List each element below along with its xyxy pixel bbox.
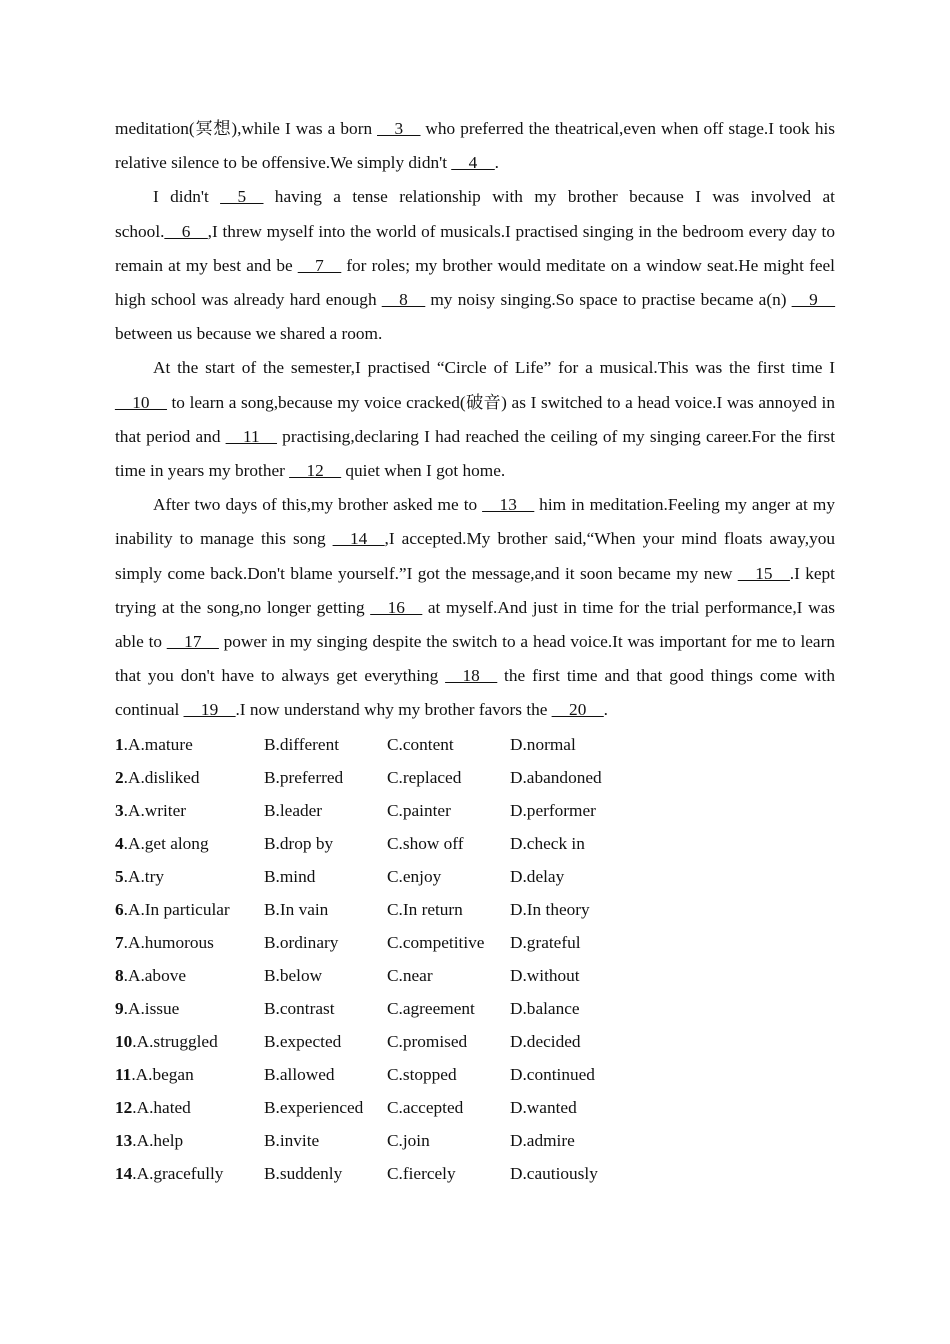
passage-text: the first time and that good things come with continual xyxy=(115,666,835,720)
passage-text: ,I threw myself into the world of musicals.I practised singing in the bedroom every day to remain at my best and be xyxy=(115,221,835,275)
option-c: C.near xyxy=(387,965,433,985)
option-a xyxy=(115,1124,264,1157)
option-text: .A.writer xyxy=(123,800,187,820)
option-text: .A.struggled xyxy=(132,1031,218,1051)
answer-blank: __15__ xyxy=(737,563,790,583)
option-b: B.different xyxy=(264,734,340,754)
option-c: C.painter xyxy=(387,800,451,820)
option-text: .A.began xyxy=(131,1064,194,1084)
answer-blank: __14__ xyxy=(332,529,385,549)
question-number: 1 xyxy=(115,734,124,754)
option-c: C.join xyxy=(387,1130,430,1150)
option-text: .A.hated xyxy=(132,1097,191,1117)
question-number: 8 xyxy=(115,965,124,985)
question-number: 9 xyxy=(115,998,124,1018)
option-text: .A.gracefully xyxy=(132,1163,224,1183)
question-number: 4 xyxy=(115,833,124,853)
answer-blank: __4__ xyxy=(451,153,495,173)
passage-text: power in my singing despite the switch to a head voice.It was important for me to learn that you don't have to always get everything xyxy=(115,632,835,686)
question-row xyxy=(115,728,835,761)
answer-blank: __3__ xyxy=(377,119,421,138)
question-number: 11 xyxy=(115,1064,132,1084)
option-a xyxy=(115,1091,264,1124)
passage-paragraph xyxy=(115,112,835,180)
option-a xyxy=(115,860,264,893)
passage-text: After two days of this,my brother asked me to xyxy=(153,495,483,515)
passage-text: . xyxy=(494,153,499,173)
option-a xyxy=(115,959,264,992)
option-text: .A.disliked xyxy=(123,767,200,787)
option-d: D.wanted xyxy=(510,1097,577,1117)
answer-blank: __7__ xyxy=(297,255,342,275)
option-a xyxy=(115,926,264,959)
option-c: C.replaced xyxy=(387,767,462,787)
question-row xyxy=(115,926,835,959)
option-d: D.continued xyxy=(510,1064,595,1084)
option-b: B.invite xyxy=(264,1130,320,1150)
question-row xyxy=(115,761,835,794)
question-number: 6 xyxy=(115,899,124,919)
option-b: B.contrast xyxy=(264,998,335,1018)
option-text: .A.mature xyxy=(123,734,193,754)
question-row xyxy=(115,827,835,860)
option-d: D.check in xyxy=(510,833,585,853)
option-a xyxy=(115,1157,264,1190)
passage-text: to learn a song,because my voice cracked(破音) as I switched to a head voice.I was annoyed in that period and xyxy=(115,392,835,446)
question-row xyxy=(115,992,835,1025)
answer-blank: __20__ xyxy=(551,700,604,720)
passage-text: for roles; my brother would meditate on a window seat.He might feel high school was already hard enough xyxy=(115,255,835,310)
question-row xyxy=(115,860,835,893)
passage-text: meditation(冥想),while I was a born xyxy=(115,119,378,138)
option-c: C.In return xyxy=(387,899,463,919)
passage-text: having a tense relationship with my brother because I was involved at school. xyxy=(115,187,835,241)
option-d: D.delay xyxy=(510,866,565,886)
answer-blank: __8__ xyxy=(381,290,426,310)
option-a xyxy=(115,1025,264,1058)
option-a xyxy=(115,1058,264,1091)
passage-text: at myself.And just in time for the trial performance,I was able to xyxy=(115,597,835,652)
option-text: .A.help xyxy=(132,1130,184,1150)
option-a xyxy=(115,728,264,761)
option-a xyxy=(115,827,264,860)
option-d: D.In theory xyxy=(510,899,590,919)
answer-blank: __13__ xyxy=(482,495,535,515)
question-number: 10 xyxy=(115,1031,133,1051)
option-c: C.fiercely xyxy=(387,1163,456,1183)
answer-blank: __17__ xyxy=(166,632,219,652)
question-row xyxy=(115,1124,835,1157)
passage-text: ,I accepted.My brother said,“When your mind floats away,you simply come back.Don't blame yourself.”I got the message,and it soon became my new xyxy=(115,529,835,583)
passage-text: practising,declaring I had reached the ceiling of my singing career.For the first time in years my brother xyxy=(115,426,835,481)
answer-blank: __10__ xyxy=(115,392,167,412)
option-d: D.abandoned xyxy=(510,767,602,787)
option-text: .A.humorous xyxy=(123,932,214,952)
passage-text: between us because we shared a room. xyxy=(115,324,383,344)
answer-blank: __6__ xyxy=(164,221,208,241)
question-number: 14 xyxy=(115,1163,133,1183)
option-c: C.promised xyxy=(387,1031,468,1051)
option-text: .A.try xyxy=(123,866,164,886)
question-row xyxy=(115,1025,835,1058)
option-a xyxy=(115,761,264,794)
question-number: 7 xyxy=(115,932,124,952)
question-number: 5 xyxy=(115,866,124,886)
option-c: C.accepted xyxy=(387,1097,464,1117)
passage-text: quiet when I got home. xyxy=(341,461,506,481)
passage-text: .I kept trying at the song,no longer getting xyxy=(115,563,835,617)
option-d: D.admire xyxy=(510,1130,575,1150)
question-row xyxy=(115,1157,835,1190)
answer-blank: __18__ xyxy=(445,666,498,686)
answer-blank: __5__ xyxy=(220,187,264,207)
passage-paragraph xyxy=(115,351,835,488)
passage-paragraph xyxy=(115,180,835,351)
option-c: C.stopped xyxy=(387,1064,457,1084)
option-d: D.grateful xyxy=(510,932,581,952)
answer-options xyxy=(115,728,835,1190)
option-a xyxy=(115,992,264,1025)
passage-text: him in meditation.Feeling my anger at my inability to manage this song xyxy=(115,495,835,549)
worksheet-page xyxy=(115,112,835,1190)
option-d: D.without xyxy=(510,965,580,985)
option-b: B.below xyxy=(264,965,323,985)
option-d: D.normal xyxy=(510,734,576,754)
option-b: B.suddenly xyxy=(264,1163,343,1183)
passage-text: who preferred the theatrical,even when off stage.I took his relative silence to be offensive.We simply didn't xyxy=(115,119,835,173)
option-c: C.competitive xyxy=(387,932,485,952)
option-b: B.mind xyxy=(264,866,316,886)
question-number: 3 xyxy=(115,800,124,820)
option-b: B.expected xyxy=(264,1031,342,1051)
question-row xyxy=(115,959,835,992)
answer-blank: __11__ xyxy=(225,426,277,446)
option-b: B.leader xyxy=(264,800,323,820)
question-row xyxy=(115,794,835,827)
option-text: .A.In particular xyxy=(123,899,230,919)
cloze-passage xyxy=(115,112,835,728)
passage-text: . xyxy=(603,700,608,720)
option-d: D.balance xyxy=(510,998,580,1018)
option-b: B.In vain xyxy=(264,899,329,919)
option-d: D.cautiously xyxy=(510,1163,598,1183)
passage-text: At the start of the semester,I practised “Circle of Life” for a musical.This was the first time I xyxy=(153,358,835,378)
passage-text: I didn't xyxy=(153,187,221,207)
passage-text: my noisy singing.So space to practise became a(n) xyxy=(425,290,792,310)
option-d: D.performer xyxy=(510,800,596,820)
option-c: C.content xyxy=(387,734,454,754)
answer-blank: __16__ xyxy=(370,597,423,617)
option-b: B.allowed xyxy=(264,1064,335,1084)
answer-blank: __9__ xyxy=(791,290,835,310)
answer-blank: __19__ xyxy=(183,700,236,720)
answer-blank: __12__ xyxy=(289,461,342,481)
option-b: B.drop by xyxy=(264,833,334,853)
option-text: .A.issue xyxy=(123,998,180,1018)
option-d: D.decided xyxy=(510,1031,581,1051)
question-row xyxy=(115,1058,835,1091)
question-number: 2 xyxy=(115,767,124,787)
question-number: 13 xyxy=(115,1130,133,1150)
option-text: .A.above xyxy=(123,965,187,985)
option-b: B.preferred xyxy=(264,767,344,787)
passage-paragraph xyxy=(115,488,835,727)
option-a xyxy=(115,794,264,827)
option-text: .A.get along xyxy=(123,833,209,853)
option-c: C.show off xyxy=(387,833,464,853)
question-number: 12 xyxy=(115,1097,133,1117)
option-b: B.ordinary xyxy=(264,932,339,952)
option-b: B.experienced xyxy=(264,1097,364,1117)
option-c: C.agreement xyxy=(387,998,475,1018)
option-c: C.enjoy xyxy=(387,866,442,886)
option-a xyxy=(115,893,264,926)
question-row xyxy=(115,1091,835,1124)
passage-text: .I now understand why my brother favors the xyxy=(235,700,552,720)
question-row xyxy=(115,893,835,926)
